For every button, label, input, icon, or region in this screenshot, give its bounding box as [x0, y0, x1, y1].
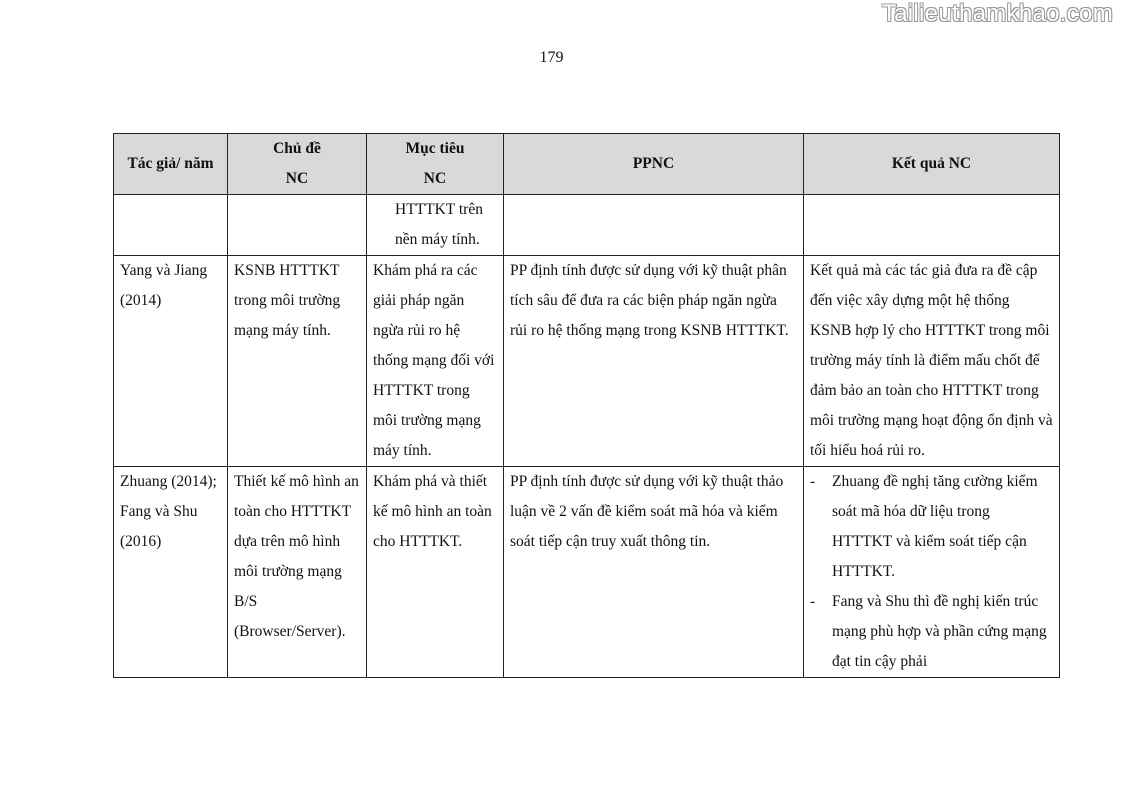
cell-topic: KSNB HTTTKT trong môi trường mạng máy tính. [228, 256, 367, 467]
cell-result [804, 467, 1060, 678]
header-author-year-label: Tác giả/ năm [127, 155, 214, 172]
table-row [114, 195, 1060, 256]
header-author-year [114, 134, 228, 195]
header-result-label: Kết quả NC [891, 155, 972, 172]
cell-topic [228, 195, 367, 256]
cell-objective: HTTTKT trên nền máy tính. [367, 195, 504, 256]
header-objective-label-line1: Mục tiêu [405, 140, 465, 157]
header-topic-label-line2: NC [285, 170, 309, 187]
result-list [810, 467, 1053, 677]
table-row [114, 467, 1060, 678]
header-topic-label-line1: Chủ đề [273, 140, 321, 157]
cell-objective: Khám phá và thiết kế mô hình an toàn cho HTTTKT. [367, 467, 504, 678]
header-objective [367, 134, 504, 195]
header-result [804, 134, 1060, 195]
cell-author-year: Zhuang (2014); Fang và Shu (2016) [114, 467, 228, 678]
header-topic [228, 134, 367, 195]
result-list-item: - Fang và Shu thì đề nghị kiến trúc mạng phù hợp và phần cứng mạng đạt tin cậy phải [810, 587, 1053, 677]
cell-method: PP định tính được sử dụng với kỹ thuật phân tích sâu để đưa ra các biện pháp ngăn ngừa rủi ro hệ thống mạng trong KSNB HTTTKT. [504, 256, 804, 467]
cell-method: PP định tính được sử dụng với kỹ thuật thảo luận về 2 vấn đề kiểm soát mã hóa và kiểm soát tiếp cận truy xuất thông tin. [504, 467, 804, 678]
header-objective-label-line2: NC [423, 170, 447, 187]
cell-method [504, 195, 804, 256]
header-method [504, 134, 804, 195]
cell-topic: Thiết kế mô hình an toàn cho HTTTKT dựa trên mô hình môi trường mạng B/S (Browser/Server). [228, 467, 367, 678]
cell-objective: Khám phá ra các giải pháp ngăn ngừa rủi ro hệ thống mạng đối với HTTTKT trong môi trường mạng máy tính. [367, 256, 504, 467]
cell-author-year [114, 195, 228, 256]
cell-result: Kết quả mà các tác giả đưa ra đề cập đến việc xây dựng một hệ thống KSNB hợp lý cho HTTTKT trong môi trường máy tính là điểm mấu chốt để đảm bảo an toàn cho HTTTKT trong môi trường mạng hoạt động ổn định và tối hiểu hoá rủi ro. [804, 256, 1060, 467]
header-method-label: PPNC [632, 155, 675, 172]
table-row [114, 256, 1060, 467]
watermark: Tailieuthamkhao.com [881, 0, 1113, 27]
research-summary-table [113, 133, 1060, 678]
page-number: 179 [539, 49, 564, 66]
cell-author-year: Yang và Jiang (2014) [114, 256, 228, 467]
cell-result [804, 195, 1060, 256]
table-header-row [114, 134, 1060, 195]
result-list-item: - Zhuang đề nghị tăng cường kiểm soát mã hóa dữ liệu trong HTTTKT và kiểm soát tiếp cận HTTTKT. [810, 467, 1053, 587]
